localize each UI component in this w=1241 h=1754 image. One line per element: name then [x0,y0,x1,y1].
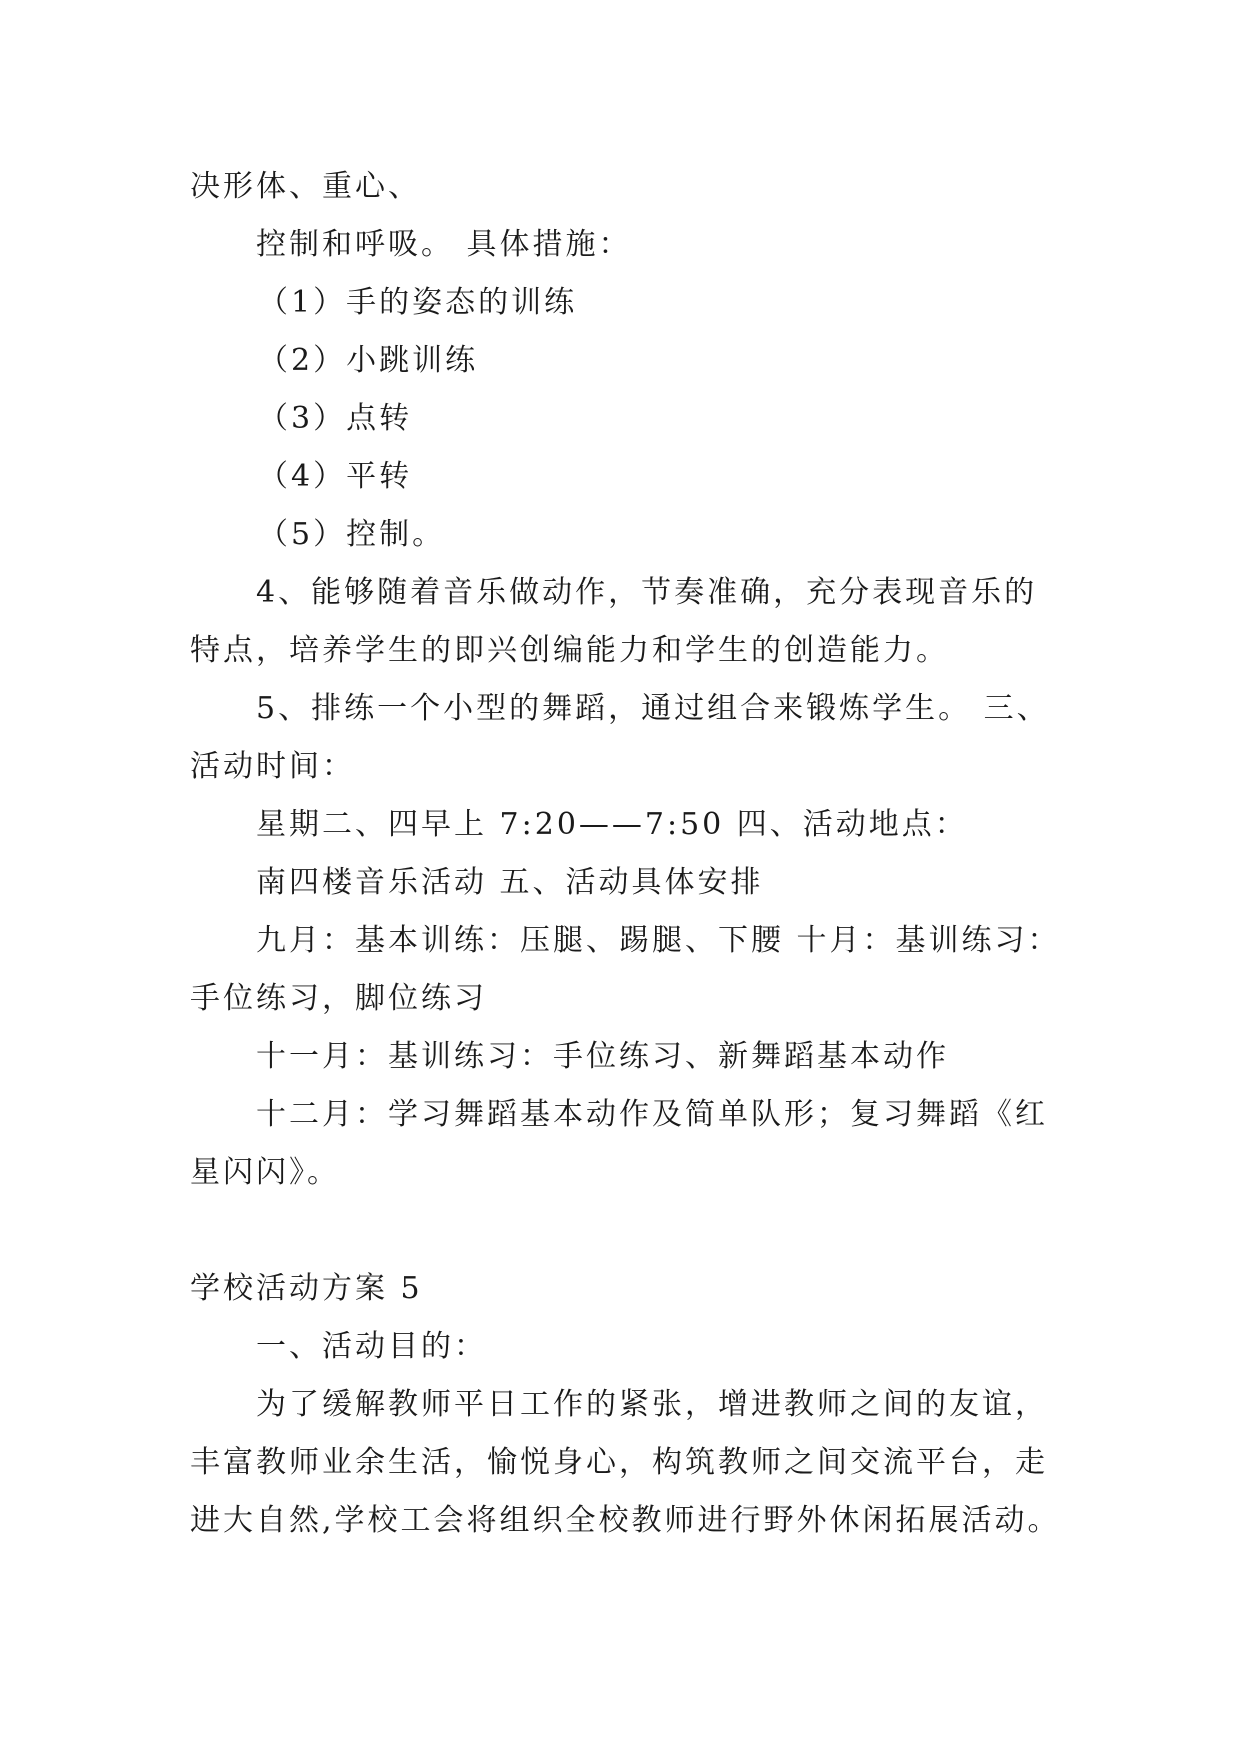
text-line: （1）手的姿态的训练 [258,285,578,320]
text-line: 活动时间： [190,749,355,784]
text-line: （2）小跳训练 [258,343,479,378]
text-line: 决形体、重心、 [190,169,421,204]
text-line: 九月：基本训练：压腿、踢腿、下腰 十月：基训练习： [256,923,1061,958]
text-line: 一、活动目的： [256,1329,487,1364]
text-line: 学校活动方案 5 [190,1271,423,1306]
text-line: 4、能够随着音乐做动作，节奏准确，充分表现音乐的 [256,575,1038,610]
text-line: 丰富教师业余生活，愉悦身心，构筑教师之间交流平台，走 [190,1445,1048,1480]
text-line: 星期二、四早上 7:20——7:50 四、活动地点： [256,807,968,842]
text-line: 星闪闪》。 [190,1155,340,1190]
text-line: 控制和呼吸。 具体措施： [256,227,632,262]
text-line: 手位练习，脚位练习 [190,981,487,1016]
text-line: （4）平转 [258,459,413,494]
text-line: （5）控制。 [258,517,446,552]
text-line: 为了缓解教师平日工作的紧张，增进教师之间的友谊， [256,1387,1048,1422]
text-line: 进大自然,学校工会将组织全校教师进行野外休闲拓展活动。 [190,1503,1061,1538]
text-line: （3）点转 [258,401,413,436]
text-line: 十二月：学习舞蹈基本动作及简单队形；复习舞蹈《红 [256,1097,1048,1132]
text-line: 5、排练一个小型的舞蹈，通过组合来锻炼学生。 三、 [256,691,1050,726]
text-line: 南四楼音乐活动 五、活动具体安排 [256,865,764,900]
text-line: 十一月：基训练习：手位练习、新舞蹈基本动作 [256,1039,949,1074]
text-line: 特点，培养学生的即兴创编能力和学生的创造能力。 [190,633,949,668]
